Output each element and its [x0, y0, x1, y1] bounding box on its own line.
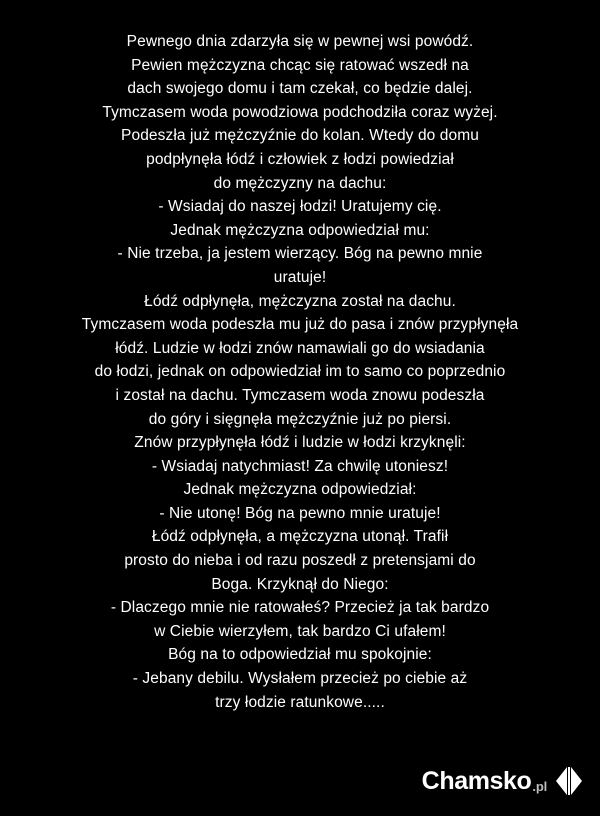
double-triangle-icon: [556, 767, 582, 795]
watermark-suffix: .pl: [532, 778, 547, 794]
story-line: - Wsiadaj do naszej łodzi! Uratujemy cię.: [158, 198, 442, 216]
story-line: podpłynęła łódź i człowiek z łodzi powiedział: [146, 150, 454, 168]
story-text-block: [0, 30, 600, 714]
story-line: do mężczyzny na dachu:: [213, 174, 387, 192]
story-line: - Dlaczego mnie nie ratowałeś? Przecież ja tak bardzo: [110, 599, 490, 617]
story-line: w Ciebie wierzyłem, tak bardzo Ci ufałem!: [154, 622, 446, 640]
story-line: Pewien mężczyzna chcąc się ratować wszedł na: [131, 56, 469, 74]
story-line: i został na dachu. Tymczasem woda znowu podeszła: [115, 386, 485, 404]
story-line: Znów przypłynęła łódź i ludzie w łodzi krzyknęli:: [134, 434, 466, 452]
story-line: trzy łodzie ratunkowe.....: [215, 693, 385, 711]
story-line: - Nie trzeba, ja jestem wierzący. Bóg na pewno mnie: [117, 245, 483, 263]
story-line: do łodzi, jednak on odpowiedział im to samo co poprzednio: [94, 363, 506, 381]
story-line: Boga. Krzyknął do Niego:: [211, 575, 389, 593]
story-line: Tymczasem woda powodziowa podchodziła coraz wyżej.: [102, 103, 498, 121]
story-line: Łódź odpłynęła, a mężczyzna utonął. Trafił: [151, 528, 449, 546]
story-line: dach swojego domu i tam czekał, co będzie dalej.: [127, 80, 473, 98]
story-line: do góry i sięgnęła mężczyźnie już po piersi.: [148, 410, 452, 428]
story-line: Jednak mężczyzna odpowiedział:: [183, 481, 417, 499]
story-line: Bóg na to odpowiedział mu spokojnie:: [168, 646, 432, 664]
story-line: łódź. Ludzie w łodzi znów namawiali go do wsiadania: [115, 339, 485, 357]
story-line: - Jebany debilu. Wysłałem przecież po ciebie aż: [132, 670, 468, 688]
story-line: Jednak mężczyzna odpowiedział mu:: [170, 221, 430, 239]
story-line: - Nie utonę! Bóg na pewno mnie uratuje!: [159, 504, 441, 522]
watermark-name: Chamsko: [421, 766, 532, 795]
story-line: Pewnego dnia zdarzyła się w pewnej wsi powódź.: [126, 33, 474, 50]
story-line: Podeszła już mężczyźnie do kolan. Wtedy do domu: [121, 127, 479, 145]
story-line: prosto do nieba i od razu poszedł z pretensjami do: [124, 552, 476, 570]
watermark: [422, 766, 582, 796]
story-line: Łódź odpłynęła, mężczyzna został na dachu.: [144, 292, 456, 310]
story-line: - Wsiadaj natychmiast! Za chwilę utoniesz!: [151, 457, 449, 475]
story-line: uratuje!: [273, 268, 327, 286]
story-line: Tymczasem woda podeszła mu już do pasa i znów przypłynęła: [81, 316, 519, 334]
